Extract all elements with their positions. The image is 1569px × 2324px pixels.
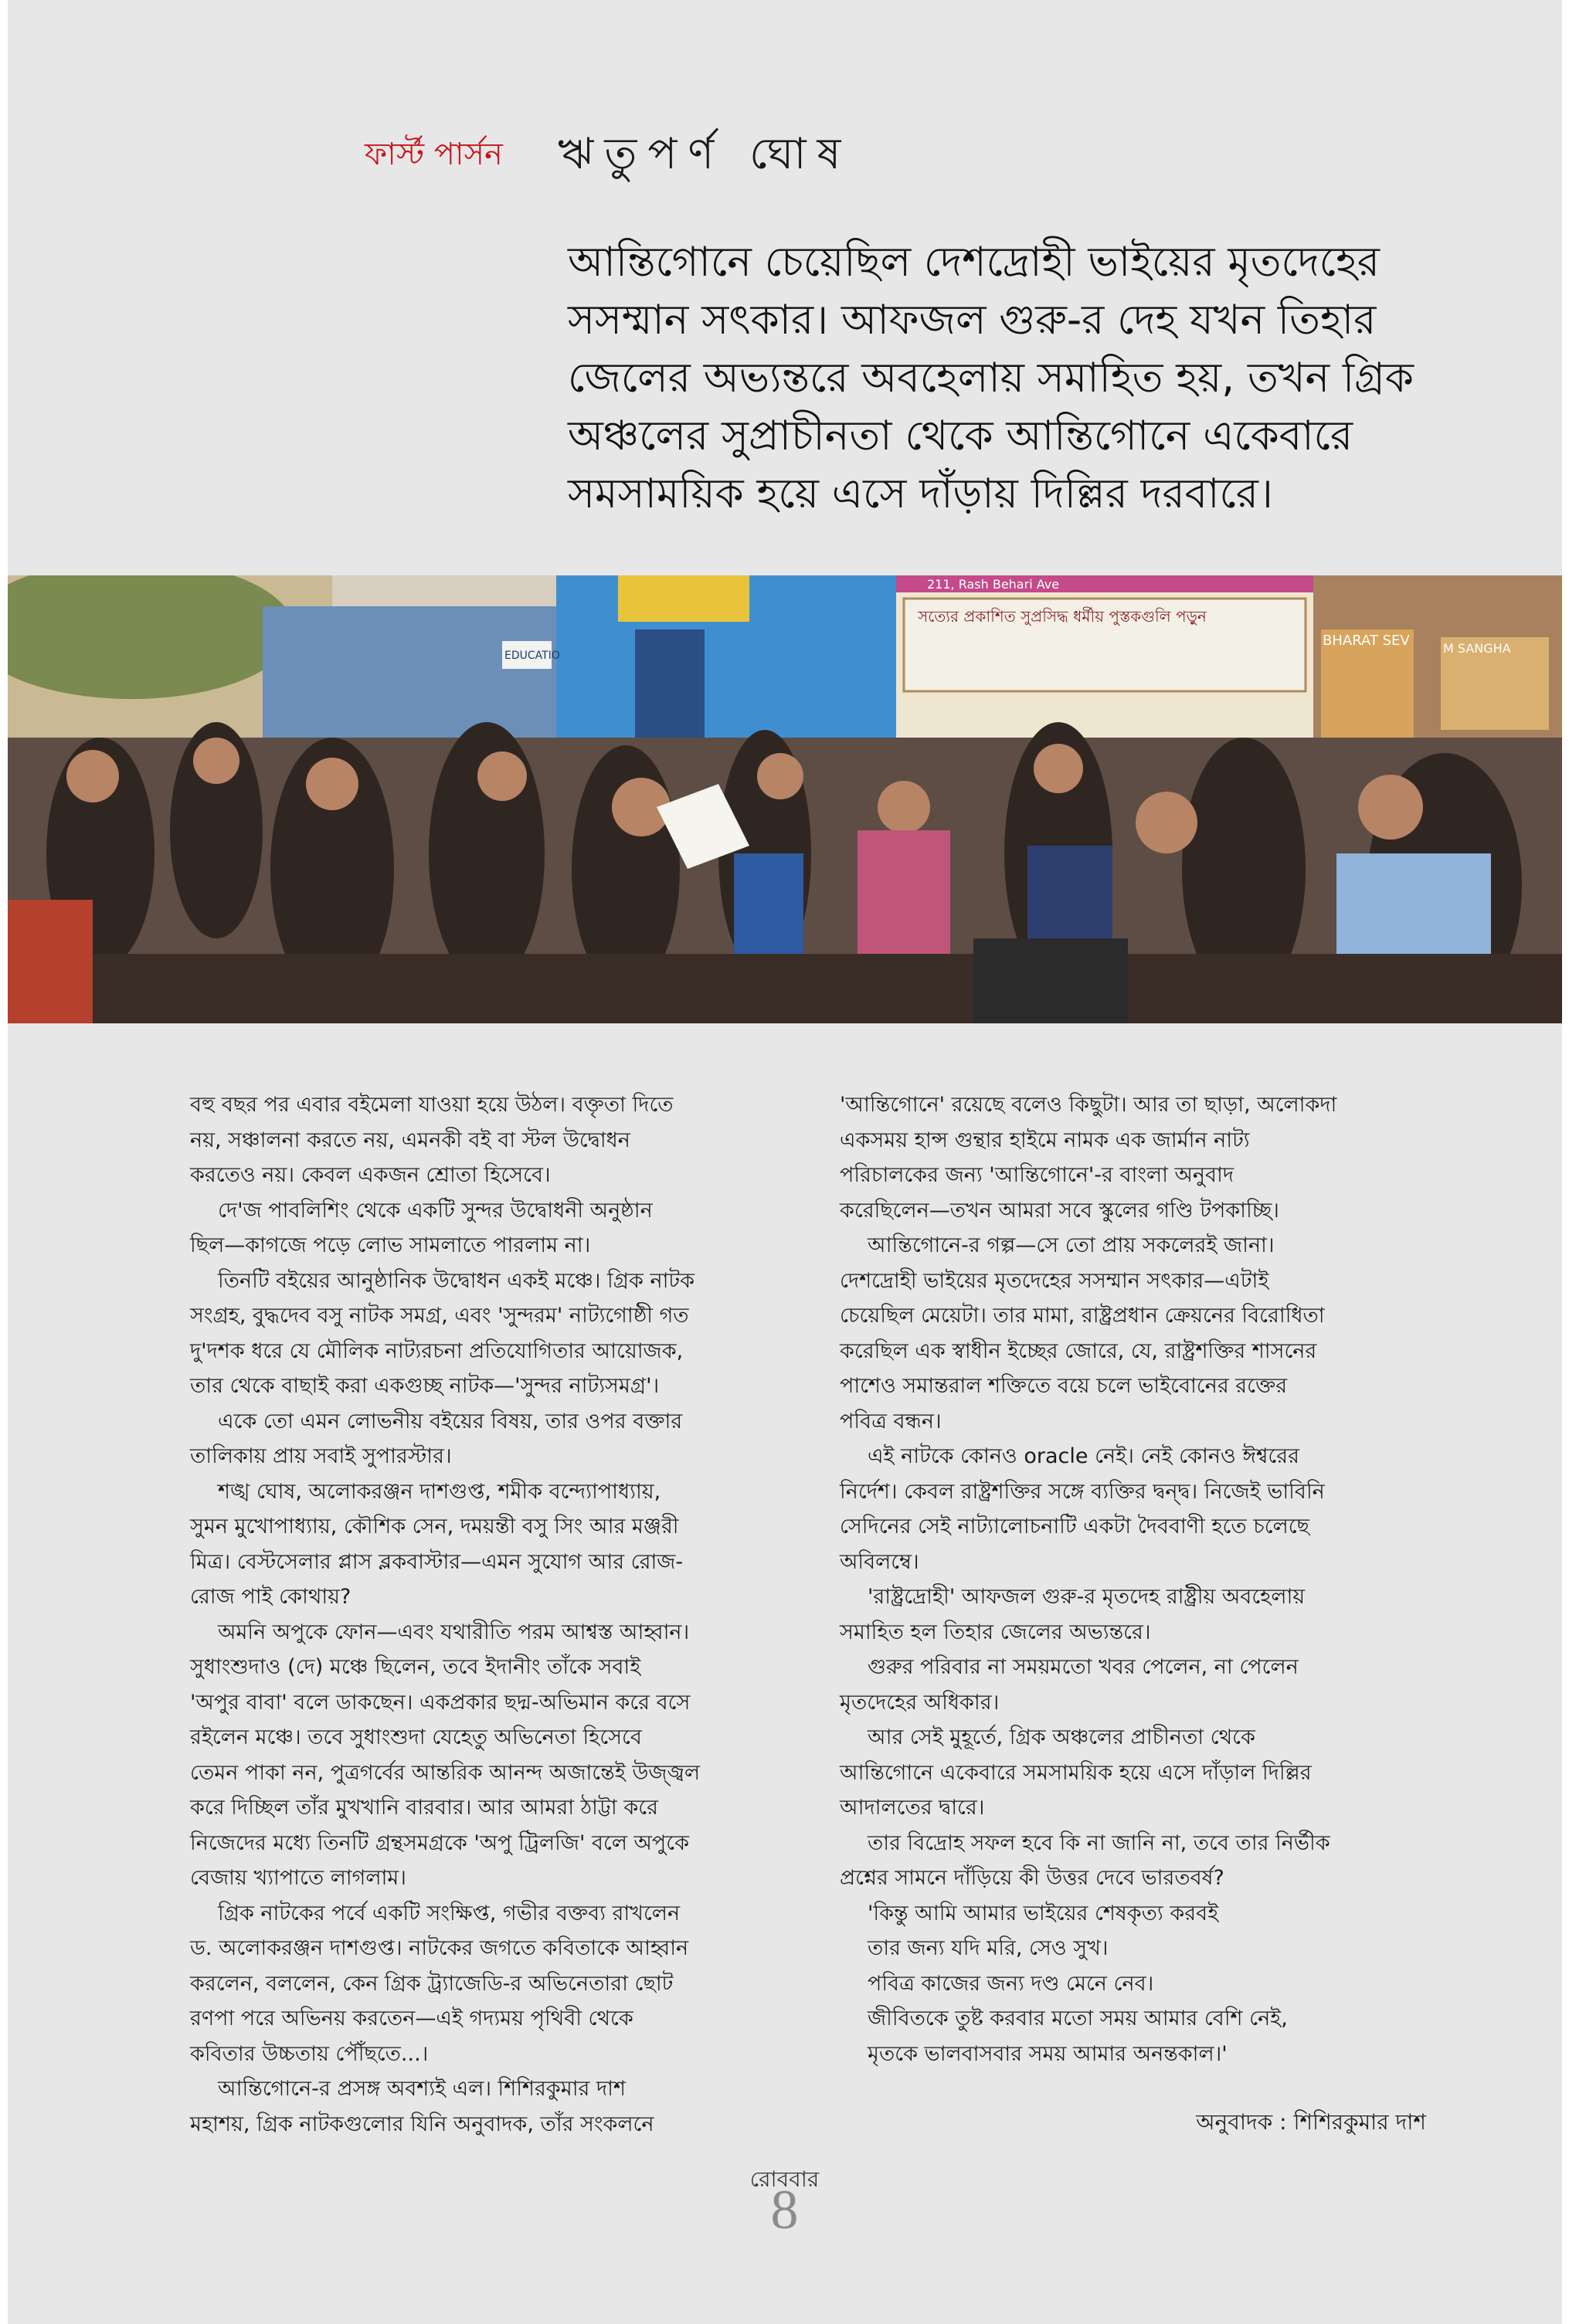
body-line: পবিত্র বন্ধন। — [840, 1409, 942, 1433]
body-line: রণপা পরে অভিনয় করতেন—এই গদ্যময় পৃথিবী থেকে — [190, 2007, 633, 2031]
body-line: একে তো এমন লোভনীয় বইয়ের বিষয়, তার ওপর বক্তার — [218, 1409, 683, 1433]
photo-sign-right-1: BHARAT SEV — [1323, 633, 1410, 649]
body-line: নয়, সঞ্চালনা করতে নয়, এমনকী বই বা স্টল উদ্বোধন — [190, 1128, 630, 1152]
body-line: দে'জ পাবলিশিং থেকে একটি সুন্দর উদ্বোধনী অনুষ্ঠান — [218, 1198, 653, 1223]
body-line: করলেন, বললেন, কেন গ্রিক ট্র্যাজেডি-র অভিনেতারা ছোট — [190, 1971, 674, 1996]
book-fair-crowd-photo — [8, 575, 1562, 1023]
body-line: মিত্র। বেস্টসেলার প্লাস ব্লকবাস্টার—এমন সুযোগ আর রোজ- — [190, 1549, 684, 1574]
body-line: প্রশ্নের সামনে দাঁড়িয়ে কী উত্তর দেবে ভারতবর্ষ? — [840, 1866, 1224, 1890]
body-line: মহাশয়, গ্রিক নাটকগুলোর যিনি অনুবাদক, তাঁর সংকলনে — [190, 2112, 654, 2136]
body-line: ছিল—কাগজে পড়ে লোভ সামলাতে পারলাম না। — [190, 1233, 591, 1257]
photo-stall-sign: সত্যের প্রকাশিত সুপ্রসিদ্ধ ধর্মীয় পুস্তকগুলি পড়ুন — [918, 607, 1207, 626]
body-line: করেছিল এক স্বাধীন ইচ্ছের জোরে, যে, রাষ্ট্রশক্তির শাসনের — [840, 1338, 1317, 1363]
body-line: দেশদ্রোহী ভাইয়ের মৃতদেহের সসম্মান সৎকার—এটাই — [840, 1268, 1269, 1293]
body-line: 'অপুর বাবা' বলে ডাকছেন। একপ্রকার ছদ্ম-অভিমান করে বসে — [190, 1690, 691, 1715]
deck-line: জেলের অভ্যন্তরে অবহেলায় সমাহিত হয়, তখন গ্রিক — [568, 355, 1414, 402]
body-line: চেয়েছিল মেয়েটা। তার মামা, রাষ্ট্রপ্রধান ক্রেয়নের বিরোধিতা — [840, 1304, 1325, 1328]
body-line: তেমন পাকা নন, পুত্রগর্বের আন্তরিক আনন্দ অজান্তেই উজ্জ্বল — [190, 1760, 701, 1785]
deck-line: অঞ্চলের সুপ্রাচীনতা থেকে আন্তিগোনে একেবারে — [568, 412, 1353, 460]
body-line: ড. অলোকরঞ্জন দাশগুপ্ত। নাটকের জগতে কবিতাকে আহ্বান — [190, 1936, 689, 1960]
magazine-name: রোববার — [749, 2166, 820, 2192]
body-line: গ্রিক নাটকের পর্বে একটি সংক্ষিপ্ত, গভীর বক্তব্য রাখলেন — [218, 1901, 681, 1925]
body-line: 'রাষ্ট্রদ্রোহী' আফজল গুরু-র মৃতদেহ রাষ্ট্রীয় অবহেলায় — [868, 1585, 1306, 1609]
body-line: কবিতার উচ্চতায় পৌঁছতে...। — [190, 2041, 429, 2066]
body-line: তালিকায় প্রায় সবাই সুপারস্টার। — [190, 1444, 452, 1468]
body-line: পাশেও সমান্তরাল শক্তিতে বয়ে চলে ভাইবোনের রক্তের — [840, 1374, 1288, 1398]
body-line: সমাহিত হল তিহার জেলের অভ্যন্তরে। — [840, 1620, 1151, 1644]
verse-line: পবিত্র কাজের জন্য দণ্ড মেনে নেব। — [868, 1971, 1154, 1996]
body-line: সংগ্রহ, বুদ্ধদেব বসু নাটক সমগ্র, এবং 'সুন্দরম' নাট্যগোষ্ঠী গত — [190, 1304, 689, 1328]
body-line: অমনি অপুকে ফোন—এবং যথারীতি পরম আশ্বস্ত আহ্বান। — [218, 1620, 690, 1644]
deck-quote — [568, 233, 1456, 523]
verse-line: 'কিন্তু আমি আমার ভাইয়ের শেষকৃত্য করবই — [868, 1901, 1219, 1925]
body-line: পরিচালকের জন্য 'আন্তিগোনে'-র বাংলা অনুবাদ — [840, 1163, 1234, 1187]
verse-line: জীবিতকে তুষ্ট করবার মতো সময় আমার বেশি নেই, — [868, 2007, 1288, 2031]
verse-line: তার জন্য যদি মরি, সেও সুখ। — [868, 1936, 1109, 1960]
author-name: ঋতুপর্ণ ঘোষ — [558, 129, 852, 179]
photo-sign-left: EDUCATIO — [504, 650, 560, 662]
body-line: অবিলম্বে। — [840, 1549, 919, 1574]
deck-line: আন্তিগোনে চেয়েছিল দেশদ্রোহী ভাইয়ের মৃতদেহের — [568, 239, 1380, 286]
body-line: আন্তিগোনে-র গল্প—সে তো প্রায় সকলেরই জানা। — [868, 1233, 1275, 1257]
article-column-left — [190, 1087, 808, 2142]
article-column-right — [840, 1087, 1458, 2071]
body-line: তার থেকে বাছাই করা একগুচ্ছ নাটক—'সুন্দর নাট্যসমগ্র'। — [190, 1374, 660, 1398]
body-line: বহু বছর পর এবার বইমেলা যাওয়া হয়ে উঠল। বক্তৃতা দিতে — [190, 1093, 674, 1117]
deck-line: সসম্মান সৎকার। আফজল গুরু-র দেহ যখন তিহার — [568, 297, 1377, 344]
body-line: রইলেন মঞ্চে। তবে সুধাংশুদা যেহেতু অভিনেতা হিসেবে — [190, 1725, 642, 1749]
body-line: করেছিলেন—তখন আমরা সবে স্কুলের গণ্ডি টপকাচ্ছি। — [840, 1198, 1279, 1223]
body-line: আন্তিগোনে একেবারে সমসাময়িক হয়ে এসে দাঁড়াল দিল্লির — [840, 1760, 1312, 1785]
translator-credit: অনুবাদক : শিশিরকুমার দাশ — [1196, 2109, 1426, 2135]
body-line: একসময় হান্স গুন্থার হাইমে নামক এক জার্মান নাট্য — [840, 1128, 1250, 1152]
body-line: করে দিচ্ছিল তাঁর মুখখানি বারবার। আর আমরা ঠাট্টা করে — [190, 1796, 658, 1820]
body-line: 'আন্তিগোনে' রয়েছে বলেও কিছুটা। আর তা ছাড়া, অলোকদা — [840, 1093, 1337, 1117]
body-line: আন্তিগোনে-র প্রসঙ্গ অবশ্যই এল। শিশিরকুমার দাশ — [218, 2077, 626, 2101]
body-line: সুধাংশুদাও (দে) মঞ্চে ছিলেন, তবে ইদানীং তাঁকে সবাই — [190, 1655, 641, 1679]
photo-banner-text: 211, Rash Behari Ave — [927, 577, 1060, 592]
body-line: দু'দশক ধরে যে মৌলিক নাট্যরচনা প্রতিযোগিতার আয়োজক, — [190, 1338, 684, 1363]
body-line: নিজেদের মধ্যে তিনটি গ্রন্থসমগ্রকে 'অপু ট্রিলজি' বলে অপুকে — [190, 1830, 689, 1855]
body-line: সুমন মুখোপাধ্যায়, কৌশিক সেন, দময়ন্তী বসু সিং আর মঞ্জরী — [190, 1515, 679, 1539]
body-line: আদালতের দ্বারে। — [840, 1796, 985, 1820]
body-line: করতেও নয়। কেবল একজন শ্রোতা হিসেবে। — [190, 1163, 551, 1187]
section-kicker: ফার্স্ট পার্সন — [365, 137, 503, 172]
body-line: সেদিনের সেই নাট্যালোচনাটি একটা দৈববাণী হতে চলেছে — [840, 1515, 1309, 1539]
photo-sign-right-2: M SANGHA — [1443, 641, 1511, 656]
page-number: 8 — [770, 2179, 799, 2241]
body-line: বেজায় খ্যাপাতে লাগলাম। — [190, 1866, 406, 1890]
body-line: এই নাটকে কোনও oracle নেই। নেই কোনও ঈশ্বরের — [868, 1444, 1299, 1468]
body-line: নির্দেশ। কেবল রাষ্ট্রশক্তির সঙ্গে ব্যক্তির দ্বন্দ্ব। নিজেই ভাবিনি — [840, 1479, 1325, 1504]
verse-line: মৃতকে ভালবাসবার সময় আমার অনন্তকাল।' — [868, 2041, 1228, 2066]
deck-line: সমসাময়িক হয়ে এসে দাঁড়ায় দিল্লির দরবারে। — [568, 470, 1273, 517]
body-line: রোজ পাই কোথায়? — [190, 1585, 351, 1609]
body-line: মৃতদেহের অধিকার। — [840, 1690, 1000, 1715]
body-line: তিনটি বইয়ের আনুষ্ঠানিক উদ্বোধন একই মঞ্চে। গ্রিক নাটক — [218, 1268, 695, 1293]
body-line: গুরুর পরিবার না সময়মতো খবর পেলেন, না পেলেন — [868, 1655, 1299, 1679]
body-line: শঙ্খ ঘোষ, অলোকরঞ্জন দাশগুপ্ত, শমীক বন্দ্যোপাধ্যায়, — [218, 1479, 661, 1504]
body-line: তার বিদ্রোহ সফল হবে কি না জানি না, তবে তার নির্ভীক — [868, 1830, 1330, 1855]
body-line: আর সেই মুহূর্তে, গ্রিক অঞ্চলের প্রাচীনতা থেকে — [868, 1725, 1255, 1749]
